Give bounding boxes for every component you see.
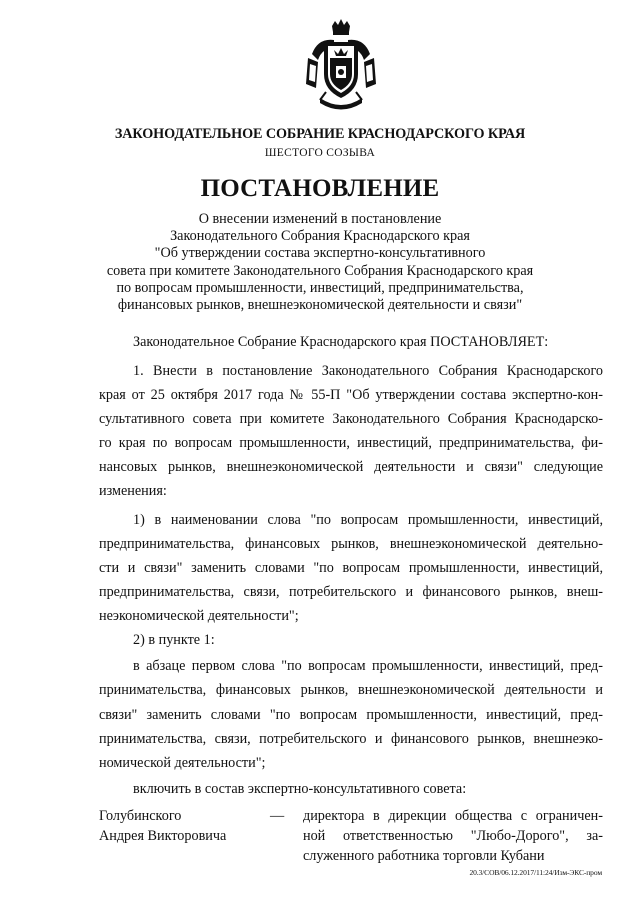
- member-name: [99, 806, 226, 846]
- body-line: сти и связи" заменить словами "по вопросам промышленности, инвестиций,: [99, 560, 603, 576]
- member-desc-line: ной ответственностью "Любо-Дорого", за-: [303, 828, 603, 844]
- subject-line: совета при комитете Законодательного Собрания Краснодарского края: [106, 262, 534, 279]
- body-line: 2) в пункте 1:: [133, 632, 215, 648]
- organization-title: ЗАКОНОДАТЕЛЬНОЕ СОБРАНИЕ КРАСНОДАРСКОГО КРАЯ: [114, 126, 526, 142]
- member-given-names: Андрея Викторовича: [99, 828, 227, 844]
- member-dash: —: [270, 808, 285, 824]
- body-line: принимательства, финансовых рынков, внешнеэкономической деятельности и: [99, 682, 603, 698]
- krasnodar-krai-coat-of-arms-icon: [304, 18, 378, 114]
- subject-line: финансовых рынков, внешнеэкономической деятельности и связи": [117, 297, 523, 314]
- body-line: связи" заменить словами "по вопросам промышленности, инвестиций, пред-: [99, 707, 603, 723]
- body-line: включить в состав экспертно-консультативного совета:: [133, 781, 467, 797]
- body-line: го края по вопросам промышленности, инвестиций, предпринимательства, фи-: [99, 435, 603, 451]
- subject-line: О внесении изменений в постановление: [198, 211, 442, 227]
- body-line: 1) в наименовании слова "по вопросам промышленности, инвестиций,: [133, 512, 603, 528]
- body-line: нансовых рынков, внешнеэкономической деятельности и связи" следующие: [99, 459, 603, 475]
- member-desc-line: служенного работника торговли Кубани: [303, 848, 545, 864]
- member-description: [303, 806, 603, 866]
- document-type-heading: ПОСТАНОВЛЕНИЕ: [200, 175, 440, 202]
- body-line: номической деятельности";: [99, 755, 266, 771]
- body-line: сультативного совета при комитете Законодательного Собрания Краснодарско-: [99, 411, 603, 427]
- body-line: предпринимательства, связи, потребительского и финансового рынков, внеш-: [99, 584, 603, 600]
- subject-line: Законодательного Собрания Краснодарского края: [170, 228, 470, 245]
- body-line: края от 25 октября 2017 года № 55-П "Об утверждении состава экспертно-кон-: [99, 387, 603, 403]
- body-line: в абзаце первом слова "по вопросам промышленности, инвестиций, пред-: [133, 658, 603, 674]
- subject-line: "Об утверждении состава экспертно-консультативного: [154, 245, 486, 262]
- member-surname: Голубинского: [99, 808, 182, 824]
- body-line: неэкономической деятельности";: [99, 608, 299, 624]
- resolution-preamble: Законодательное Собрание Краснодарского края ПОСТАНОВЛЯЕТ:: [133, 334, 549, 350]
- convocation-label: ШЕСТОГО СОЗЫВА: [264, 147, 376, 159]
- body-line: изменения:: [99, 483, 167, 499]
- body-line: предпринимательства, финансовых рынков, внешнеэкономической деятельно-: [99, 536, 603, 552]
- subject-line: по вопросам промышленности, инвестиций, предпринимательства,: [116, 279, 524, 296]
- body-line: принимательства, связи, потребительского и финансового рынков, внешнеэко-: [99, 731, 603, 747]
- document-footer-code: 20.3/СОВ/06.12.2017/11:24/Изм-ЭКС-пром: [469, 868, 602, 877]
- body-line: 1. Внести в постановление Законодательного Собрания Краснодарского: [133, 363, 603, 379]
- member-desc-line: директора в дирекции общества с ограничен-: [303, 808, 603, 824]
- document-subject: [0, 211, 640, 314]
